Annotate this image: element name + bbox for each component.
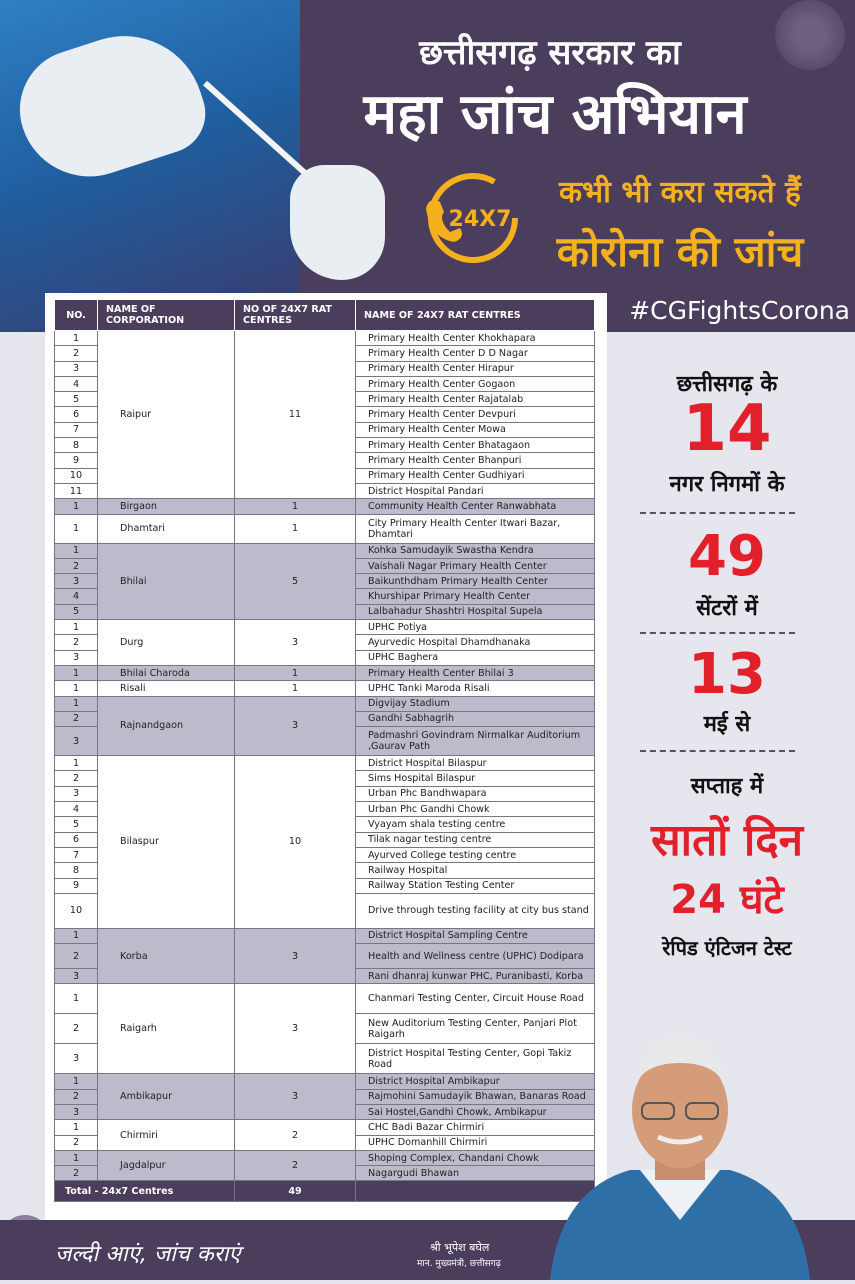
col-count: NO OF 24X7 RAT CENTRES bbox=[235, 300, 356, 331]
row-number: 4 bbox=[55, 589, 98, 604]
row-number: 1 bbox=[55, 696, 98, 711]
row-number: 1 bbox=[55, 1150, 98, 1165]
centre-name: Kohka Samudayik Swastha Kendra bbox=[356, 543, 595, 558]
header-line-1: छत्तीसगढ़ सरकार का bbox=[419, 33, 681, 73]
side-text-5: सप्ताह में bbox=[690, 774, 764, 799]
row-number: 2 bbox=[55, 944, 98, 969]
corporation-name: Jagdalpur bbox=[98, 1150, 235, 1181]
centre-name: Urban Phc Gandhi Chowk bbox=[356, 802, 595, 817]
centre-name: Primary Health Center Bhanpuri bbox=[356, 453, 595, 468]
table-row bbox=[55, 756, 595, 771]
table-row bbox=[55, 331, 595, 346]
total-row bbox=[55, 1181, 595, 1202]
corporation-name: Durg bbox=[98, 620, 235, 666]
centre-name: UPHC Baghera bbox=[356, 650, 595, 665]
centre-name: Primary Health Center Bhatagaon bbox=[356, 438, 595, 453]
row-number: 1 bbox=[55, 331, 98, 346]
row-number: 1 bbox=[55, 681, 98, 696]
side-text-7: 24 घंटे bbox=[670, 877, 784, 923]
side-text-3: सेंटरों में bbox=[696, 596, 758, 621]
centre-count: 10 bbox=[235, 756, 356, 929]
centre-name: Khurshipar Primary Health Center bbox=[356, 589, 595, 604]
centre-name: Community Health Center Ranwabhata bbox=[356, 499, 595, 514]
corporation-name: Bhilai bbox=[98, 543, 235, 619]
phone-icon bbox=[418, 168, 528, 268]
centre-name: Digvijay Stadium bbox=[356, 696, 595, 711]
centre-name: Nagargudi Bhawan bbox=[356, 1166, 595, 1181]
row-number: 7 bbox=[55, 422, 98, 437]
row-number: 1 bbox=[55, 1074, 98, 1089]
side-text-6: सातों दिन bbox=[650, 815, 804, 866]
corporation-name: Rajnandgaon bbox=[98, 696, 235, 756]
row-number: 1 bbox=[55, 665, 98, 680]
centre-name: District Hospital Ambikapur bbox=[356, 1074, 595, 1089]
centre-name: City Primary Health Center Itwari Bazar, Dhamtari bbox=[356, 514, 595, 543]
table-row bbox=[55, 620, 595, 635]
centre-name: Primary Health Center Hirapur bbox=[356, 361, 595, 376]
row-number: 10 bbox=[55, 893, 98, 928]
centre-name: Primary Health Center Bhilai 3 bbox=[356, 665, 595, 680]
centre-count: 3 bbox=[235, 620, 356, 666]
centre-count: 2 bbox=[235, 1120, 356, 1151]
row-number: 8 bbox=[55, 863, 98, 878]
centre-name: Gandhi Sabhagrih bbox=[356, 711, 595, 726]
phone-24x7-badge bbox=[418, 168, 528, 268]
centre-name: UPHC Potiya bbox=[356, 620, 595, 635]
corporation-name: Chirmiri bbox=[98, 1120, 235, 1151]
table-row bbox=[55, 696, 595, 711]
centre-name: Primary Health Center Devpuri bbox=[356, 407, 595, 422]
divider bbox=[640, 632, 795, 634]
row-number: 2 bbox=[55, 558, 98, 573]
centre-count: 3 bbox=[235, 984, 356, 1074]
row-number: 8 bbox=[55, 438, 98, 453]
divider bbox=[640, 750, 795, 752]
centre-name: Baikunthdham Primary Health Center bbox=[356, 574, 595, 589]
row-number: 4 bbox=[55, 802, 98, 817]
centre-name: Padmashri Govindram Nirmalkar Auditorium ,Gaurav Path bbox=[356, 727, 595, 756]
corporation-name: Raigarh bbox=[98, 984, 235, 1074]
corporation-name: Dhamtari bbox=[98, 514, 235, 543]
row-number: 2 bbox=[55, 1166, 98, 1181]
centre-name: Primary Health Center D D Nagar bbox=[356, 346, 595, 361]
side-text-4: मई से bbox=[703, 712, 751, 737]
col-corporation: NAME OF CORPORATION bbox=[98, 300, 235, 331]
row-number: 5 bbox=[55, 817, 98, 832]
centre-name: UPHC Domanhill Chirmiri bbox=[356, 1135, 595, 1150]
centres-table-panel bbox=[45, 293, 607, 1220]
row-number: 1 bbox=[55, 756, 98, 771]
row-number: 1 bbox=[55, 984, 98, 1014]
table-row bbox=[55, 984, 595, 1014]
centre-name: District Hospital Testing Center, Gopi Takiz Road bbox=[356, 1044, 595, 1074]
table-row bbox=[55, 1150, 595, 1165]
row-number: 1 bbox=[55, 514, 98, 543]
glove-hand-right bbox=[290, 165, 385, 280]
row-number: 3 bbox=[55, 786, 98, 801]
row-number: 11 bbox=[55, 483, 98, 498]
row-number: 2 bbox=[55, 346, 98, 361]
centre-name: Primary Health Center Khokhapara bbox=[356, 331, 595, 346]
row-number: 3 bbox=[55, 650, 98, 665]
centre-name: UPHC Tanki Maroda Risali bbox=[356, 681, 595, 696]
table-row bbox=[55, 1120, 595, 1135]
row-number: 10 bbox=[55, 468, 98, 483]
centre-name: Health and Wellness centre (UPHC) Dodipara bbox=[356, 944, 595, 969]
table-row bbox=[55, 665, 595, 680]
centre-count: 1 bbox=[235, 514, 356, 543]
doctor-photo bbox=[0, 0, 300, 332]
row-number: 6 bbox=[55, 407, 98, 422]
side-text-8: रेपिड एंटिजन टेस्ट bbox=[662, 936, 792, 960]
centre-name: Lalbahadur Shashtri Hospital Supela bbox=[356, 604, 595, 619]
row-number: 3 bbox=[55, 361, 98, 376]
row-number: 2 bbox=[55, 1135, 98, 1150]
row-number: 5 bbox=[55, 604, 98, 619]
centre-name: Chanmari Testing Center, Circuit House Road bbox=[356, 984, 595, 1014]
row-number: 5 bbox=[55, 392, 98, 407]
centres-table bbox=[54, 299, 595, 1202]
row-number: 4 bbox=[55, 376, 98, 391]
corporation-name: Risali bbox=[98, 681, 235, 696]
row-number: 3 bbox=[55, 1104, 98, 1119]
row-number: 1 bbox=[55, 928, 98, 943]
table-row bbox=[55, 1074, 595, 1089]
tagline-2: कोरोना की जांच bbox=[556, 227, 804, 276]
table-row bbox=[55, 514, 595, 543]
centre-name: Railway Hospital bbox=[356, 863, 595, 878]
col-no: NO. bbox=[55, 300, 98, 331]
centre-name: Rani dhanraj kunwar PHC, Puranibasti, Korba bbox=[356, 969, 595, 984]
row-number: 2 bbox=[55, 635, 98, 650]
corporation-name: Birgaon bbox=[98, 499, 235, 514]
centre-name: Primary Health Center Gogaon bbox=[356, 376, 595, 391]
corporation-name: Raipur bbox=[98, 331, 235, 499]
side-number-14: 14 bbox=[682, 392, 772, 466]
centre-count: 3 bbox=[235, 928, 356, 984]
centre-name: Vaishali Nagar Primary Health Center bbox=[356, 558, 595, 573]
row-number: 3 bbox=[55, 727, 98, 756]
table-row bbox=[55, 543, 595, 558]
side-number-49: 49 bbox=[688, 524, 766, 589]
centre-name: Primary Health Center Gudhiyari bbox=[356, 468, 595, 483]
cm-title: मान. मुख्यमंत्री, छत्तीसगढ़ bbox=[417, 1259, 501, 1269]
centre-name: Sai Hostel,Gandhi Chowk, Ambikapur bbox=[356, 1104, 595, 1119]
centre-name: Railway Station Testing Center bbox=[356, 878, 595, 893]
glove-hand bbox=[4, 15, 215, 194]
total-label: Total - 24x7 Centres bbox=[55, 1181, 235, 1202]
row-number: 1 bbox=[55, 543, 98, 558]
centre-name: Tilak nagar testing centre bbox=[356, 832, 595, 847]
side-text-2: नगर निगमों के bbox=[669, 472, 785, 497]
row-number: 2 bbox=[55, 1014, 98, 1044]
total-value: 49 bbox=[235, 1181, 356, 1202]
table-row bbox=[55, 928, 595, 943]
row-number: 3 bbox=[55, 1044, 98, 1074]
side-text-1: छत्तीसगढ़ के bbox=[676, 372, 778, 397]
table-body bbox=[55, 331, 595, 1202]
centre-count: 1 bbox=[235, 681, 356, 696]
page-title: महा जांच अभियान bbox=[363, 82, 747, 147]
centre-count: 3 bbox=[235, 696, 356, 756]
centre-name: District Hospital Bilaspur bbox=[356, 756, 595, 771]
row-number: 9 bbox=[55, 878, 98, 893]
badge-label: 24X7 bbox=[448, 207, 512, 232]
centre-name: Primary Health Center Mowa bbox=[356, 422, 595, 437]
row-number: 3 bbox=[55, 969, 98, 984]
hashtag: #CGFightsCorona bbox=[629, 296, 850, 325]
row-number: 1 bbox=[55, 620, 98, 635]
centre-count: 3 bbox=[235, 1074, 356, 1120]
centre-name: District Hospital Pandari bbox=[356, 483, 595, 498]
centre-name: Vyayam shala testing centre bbox=[356, 817, 595, 832]
row-number: 1 bbox=[55, 1120, 98, 1135]
corporation-name: Ambikapur bbox=[98, 1074, 235, 1120]
divider bbox=[640, 512, 795, 514]
corporation-name: Korba bbox=[98, 928, 235, 984]
centre-name: Urban Phc Bandhwapara bbox=[356, 786, 595, 801]
col-centres: NAME OF 24X7 RAT CENTRES bbox=[356, 300, 595, 331]
side-number-13: 13 bbox=[688, 642, 766, 707]
corporation-name: Bhilai Charoda bbox=[98, 665, 235, 680]
row-number: 3 bbox=[55, 574, 98, 589]
row-number: 7 bbox=[55, 847, 98, 862]
centre-name: Sims Hospital Bilaspur bbox=[356, 771, 595, 786]
tagline-1: कभी भी करा सकते हैं bbox=[559, 175, 801, 210]
corporation-name: Bilaspur bbox=[98, 756, 235, 929]
cm-name: श्री भूपेश बघेल bbox=[430, 1241, 490, 1254]
row-number: 2 bbox=[55, 771, 98, 786]
row-number: 1 bbox=[55, 499, 98, 514]
centre-name: District Hospital Sampling Centre bbox=[356, 928, 595, 943]
centre-name: Primary Health Center Rajatalab bbox=[356, 392, 595, 407]
footer-slogan: जल्दी आएं, जांच कराएं bbox=[55, 1242, 241, 1267]
swab-stick bbox=[203, 81, 311, 179]
centre-count: 5 bbox=[235, 543, 356, 619]
centre-name: CHC Badi Bazar Chirmiri bbox=[356, 1120, 595, 1135]
centre-count: 1 bbox=[235, 499, 356, 514]
centre-name: Shoping Complex, Chandani Chowk bbox=[356, 1150, 595, 1165]
row-number: 6 bbox=[55, 832, 98, 847]
centre-name: Ayurved College testing centre bbox=[356, 847, 595, 862]
centre-name: Rajmohini Samudayik Bhawan, Banaras Road bbox=[356, 1089, 595, 1104]
table-row bbox=[55, 499, 595, 514]
centre-name: Ayurvedic Hospital Dhamdhanaka bbox=[356, 635, 595, 650]
centre-name: New Auditorium Testing Center, Panjari Plot Raigarh bbox=[356, 1014, 595, 1044]
centre-name: Drive through testing facility at city bus stand bbox=[356, 893, 595, 928]
centre-count: 1 bbox=[235, 665, 356, 680]
centre-count: 11 bbox=[235, 331, 356, 499]
centre-count: 2 bbox=[235, 1150, 356, 1181]
table-header-row bbox=[55, 300, 595, 331]
table-row bbox=[55, 681, 595, 696]
row-number: 2 bbox=[55, 1089, 98, 1104]
row-number: 9 bbox=[55, 453, 98, 468]
chief-minister-photo bbox=[530, 1025, 830, 1280]
row-number: 2 bbox=[55, 711, 98, 726]
